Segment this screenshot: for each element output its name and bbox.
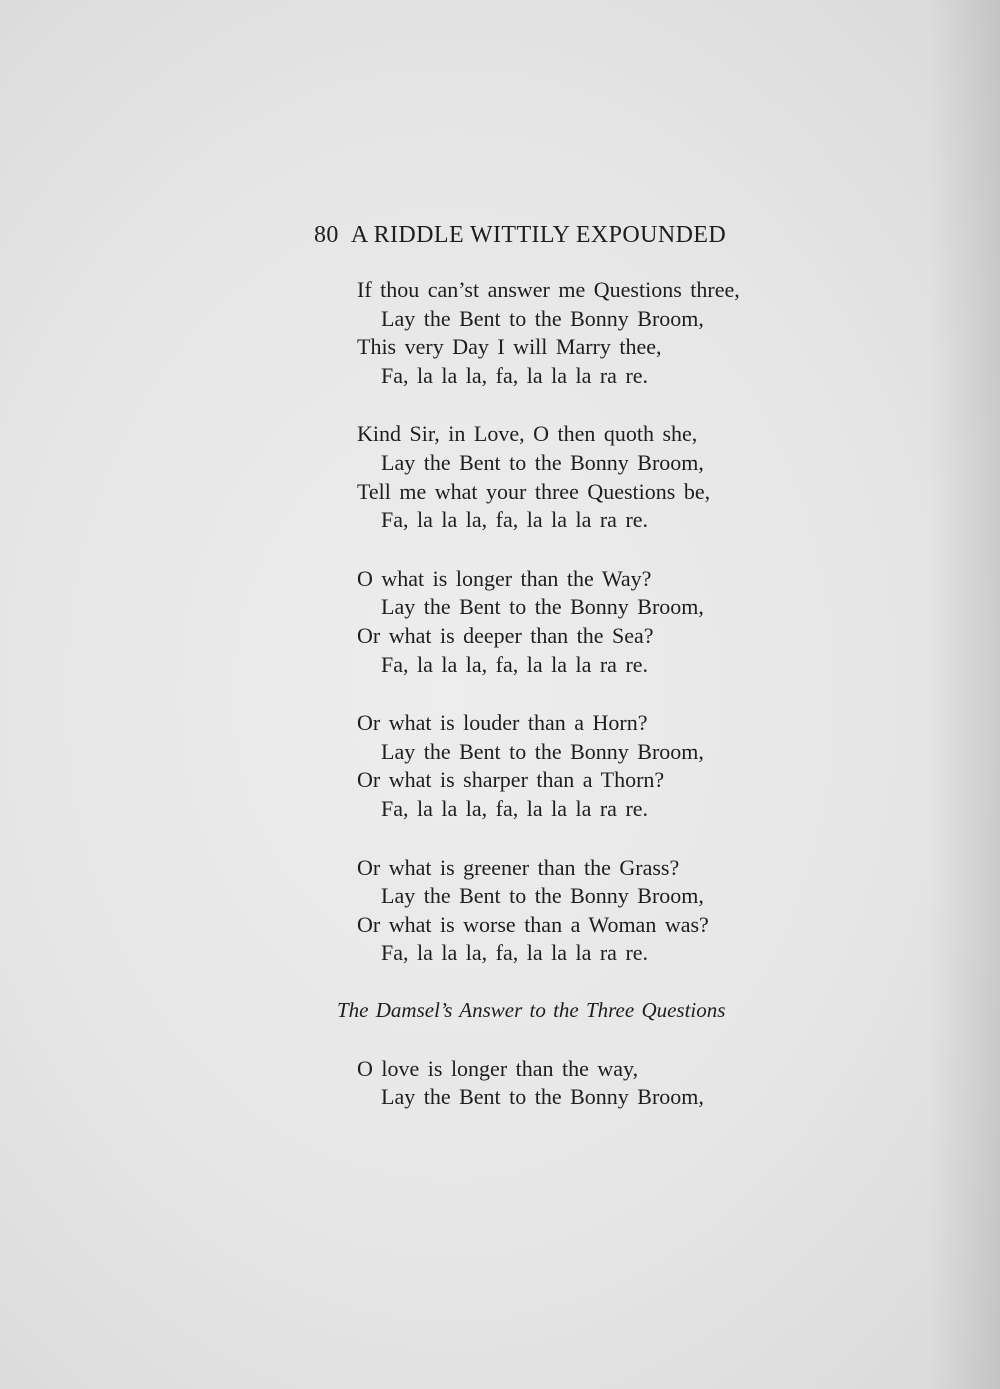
stanza — [357, 854, 917, 968]
chapter-title: A RIDDLE WITTILY EXPOUNDED — [350, 222, 727, 248]
refrain-line: Lay the Bent to the Bonny Broom, — [381, 883, 704, 909]
refrain-line: Fa, la la la, fa, la la la ra re. — [381, 507, 649, 533]
verse-line: O what is longer than the Way? — [357, 565, 652, 591]
refrain-line: Fa, la la la, fa, la la la ra re. — [381, 651, 649, 677]
stanza — [357, 709, 917, 823]
verse-line: Tell me what your three Questions be, — [357, 478, 711, 504]
refrain-line: Lay the Bent to the Bonny Broom, — [381, 738, 704, 764]
stanza — [357, 276, 917, 390]
verse-line: Kind Sir, in Love, O then quoth she, — [357, 421, 698, 447]
verse-line: O love is longer than the way, — [357, 1055, 639, 1081]
refrain-line: Fa, la la la, fa, la la la ra re. — [381, 940, 649, 966]
verse-line: Or what is louder than a Horn? — [357, 710, 648, 736]
refrain-line: Lay the Bent to the Bonny Broom, — [381, 1084, 704, 1110]
refrain-line: Lay the Bent to the Bonny Broom, — [381, 305, 704, 331]
refrain-line: Lay the Bent to the Bonny Broom, — [381, 594, 704, 620]
verse-line: This very Day I will Marry thee, — [357, 334, 662, 360]
verse-line: Or what is deeper than the Sea? — [357, 622, 654, 648]
poem — [337, 276, 917, 1142]
page-edge-shadow — [930, 0, 1000, 1389]
refrain-line: Lay the Bent to the Bonny Broom, — [381, 449, 704, 475]
refrain-line: Fa, la la la, fa, la la la ra re. — [381, 362, 649, 388]
stanza — [357, 420, 917, 534]
stanza — [357, 565, 917, 679]
verse-line: Or what is greener than the Grass? — [357, 854, 680, 880]
refrain-line: Fa, la la la, fa, la la la ra re. — [381, 795, 649, 821]
verse-line: If thou can’st answer me Questions three, — [357, 277, 740, 302]
verse-line: Or what is sharper than a Thorn? — [357, 767, 665, 793]
page-number: 80 — [314, 222, 339, 248]
answer-stanza — [357, 1055, 917, 1112]
section-heading: The Damsel’s Answer to the Three Questions — [337, 997, 726, 1022]
running-head — [314, 222, 726, 249]
verse-line: Or what is worse than a Woman was? — [357, 911, 709, 937]
